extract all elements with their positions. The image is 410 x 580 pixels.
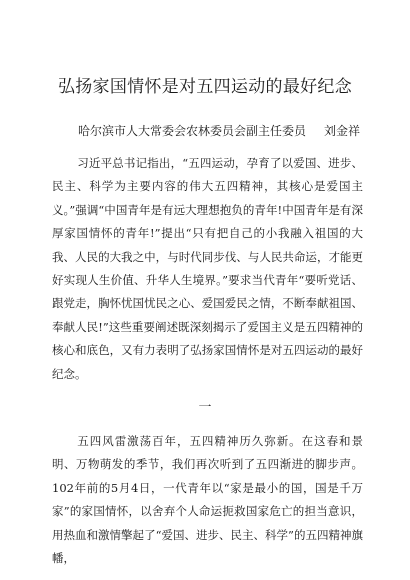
author-name: 刘金祥 bbox=[324, 124, 361, 138]
author-position: 哈尔滨市人大常委会农林委员会副主任委员 bbox=[78, 124, 307, 138]
section-marker: 一 bbox=[198, 400, 212, 415]
body-paragraph-2: 五四风雷激荡百年，五四精神历久弥新。在这春和景明、万物萌发的季节，我们再次听到了五四渐进的脚步声。102年前的5月4日，一代青年以“家是最小的国，国是千万家”的家国情怀，以舍弃个人命运扼救国家危亡的担当意识，用热血和激情擎起了“爱国、进步、民主、科学”的五四精神旗幡， bbox=[52, 434, 363, 566]
body-paragraph-1: 习近平总书记指出，“五四运动，孕育了以爱国、进步、民主、科学为主要内容的伟大五四精神，其核心是爱国主义。”强调“中国青年是有远大理想抱负的青年!中国青年是有深厚家国情怀的青年!”提出“只有把自己的小我融入祖国的大我、人民的大我之中，与时代同步伐、与人民共命运，才能更好实现人生价值、升华人生境界。”要求当代青年“要听党话、跟党走，胸怀忧国忧民之心、爱国爱民之情，不断奉献祖国、奉献人民!”这些重要阐述既深刻揭示了爱国主义是五四精神的核心和底色，又有力表明了弘扬家国情怀是对五四运动的最好纪念。 bbox=[52, 156, 363, 381]
author-byline bbox=[78, 123, 360, 139]
document-title: 弘扬家国情怀是对五四运动的最好纪念 bbox=[57, 77, 353, 97]
